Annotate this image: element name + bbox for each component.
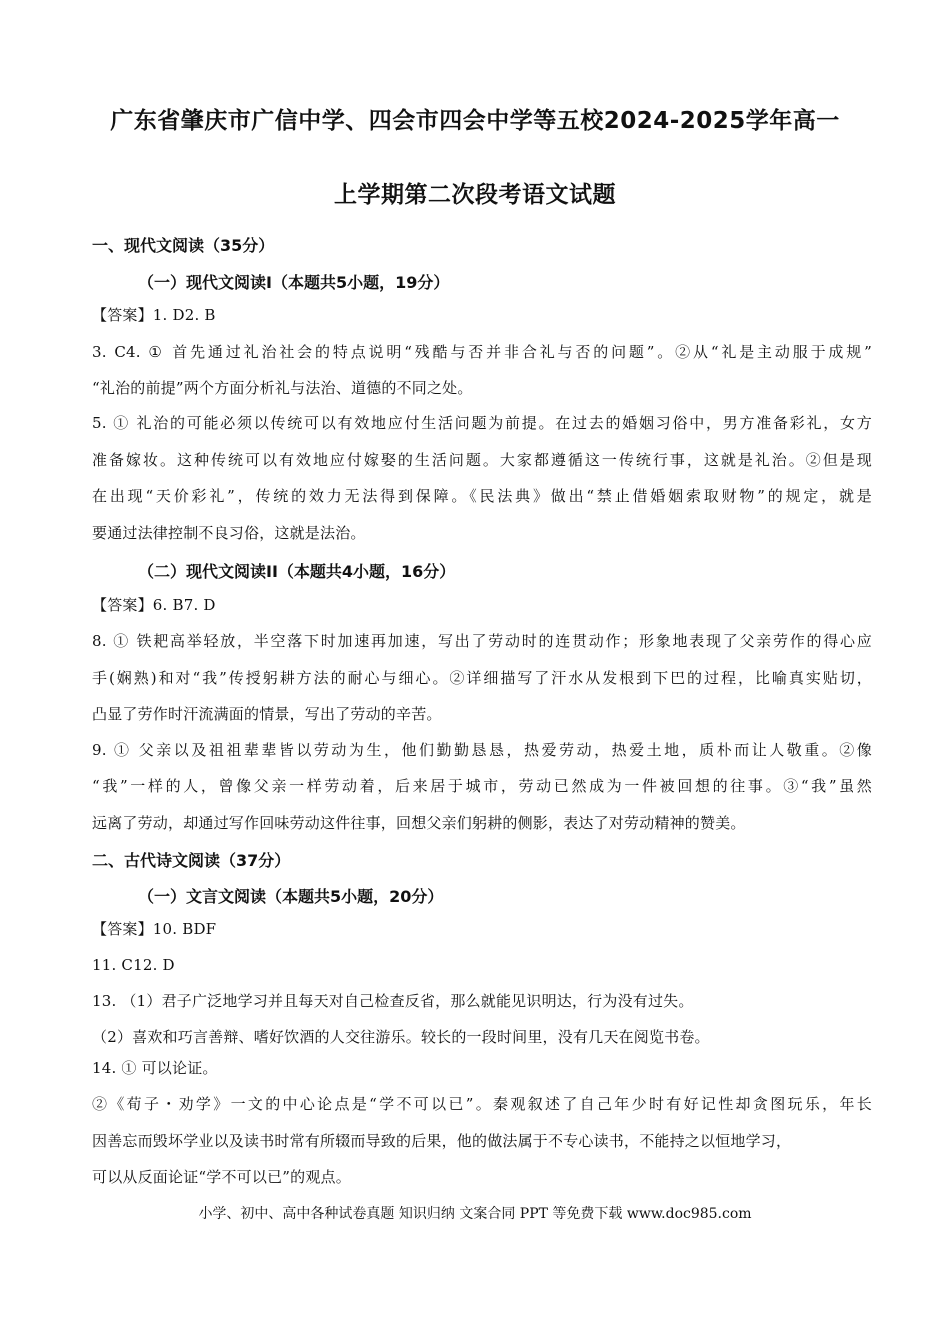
subsection-heading-modern-reading-2: （二）现代文阅读II（本题共4小题，16分） [138,562,456,581]
section-heading-modern-reading: 一、现代文阅读（35分） [92,236,275,255]
answer-line-9-b: “我”一样的人，曾像父亲一样劳动着，后来居于城市，劳动已然成为一件被回想的往事。③“我”虽然 [92,777,872,795]
answer-line-14-c: 因善忘而毁坏学业以及读书时常有所辍而导致的后果，他的做法属于不专心读书，不能持之以恒地学习， [92,1132,792,1150]
answer-line-13-b: （2）喜欢和巧言善辩、嗜好饮酒的人交往游乐。较长的一段时间里，没有几天在阅览书卷。 [92,1028,710,1046]
answer-line-5-d: 要通过法律控制不良习俗，这就是法治。 [92,524,366,542]
answer-line-9-c: 远离了劳动，却通过写作回味劳动这件往事，回想父亲们躬耕的侧影，表达了对劳动精神的赞美。 [92,814,746,832]
answer-line-5-b: 准备嫁妆。这种传统可以有效地应付嫁娶的生活问题。大家都遵循这一传统行事，这就是礼治。②但是现 [92,451,872,469]
answer-line-8-a: 8. ① 铁耙高举轻放，半空落下时加速再加速，写出了劳动时的连贯动作；形象地表现了父亲劳作的得心应 [92,632,872,650]
subsection-heading-classical-prose: （一）文言文阅读（本题共5小题，20分） [138,887,444,906]
answer-line-14-a: 14. ① 可以论证。 [92,1059,218,1077]
answer-line-1-2: 【答案】1. D2. B [92,306,216,324]
answer-line-3-4-b: “礼治的前提”两个方面分析礼与法治、道德的不同之处。 [92,379,473,397]
page-footer: 小学、初中、高中各种试卷真题 知识归纳 文案合同 PPT 等免费下载 www.doc985.com [198,1206,752,1222]
answer-line-5-a: 5. ① 礼治的可能必须以传统可以有效地应付生活问题为前提。在过去的婚姻习俗中，男方准备彩礼，女方 [92,414,872,432]
answer-line-9-a: 9. ① 父亲以及祖祖辈辈皆以劳动为生，他们勤勤恳恳，热爱劳动，热爱土地，质朴而让人敬重。②像 [92,741,872,759]
answer-line-14-b: ②《荀子・劝学》一文的中心论点是“学不可以已”。秦观叙述了自己年少时有好记性却贪图玩乐，年长 [92,1095,872,1113]
answer-line-11-12: 11. C12. D [92,956,175,974]
document-title-line-1: 广东省肇庆市广信中学、四会市四会中学等五校2024-2025学年高一 [110,108,840,134]
section-heading-classical-reading: 二、古代诗文阅读（37分） [92,851,291,870]
answer-line-3-4-a: 3. C4. ① 首先通过礼治社会的特点说明“残酷与否并非合礼与否的问题”。②从“礼是主动服于成规” [92,343,872,361]
answer-line-6-7: 【答案】6. B7. D [92,596,216,614]
answer-line-8-c: 凸显了劳作时汗流满面的情景，写出了劳动的辛苦。 [92,705,442,723]
answer-line-13-a: 13. （1）君子广泛地学习并且每天对自己检查反省，那么就能见识明达，行为没有过失。 [92,992,694,1010]
answer-line-14-d: 可以从反面论证“学不可以已”的观点。 [92,1168,351,1186]
answer-line-8-b: 手(娴熟)和对“我”传授躬耕方法的耐心与细心。②详细描写了汗水从发根到下巴的过程，比喻真实贴切， [92,669,872,687]
document-title-line-2: 上学期第二次段考语文试题 [334,182,616,208]
answer-line-10: 【答案】10. BDF [92,920,217,938]
answer-line-5-c: 在出现“天价彩礼”，传统的效力无法得到保障。《民法典》做出“禁止借婚姻索取财物”的规定，就是 [92,487,872,505]
subsection-heading-modern-reading-1: （一）现代文阅读Ⅰ（本题共5小题，19分） [138,273,450,292]
